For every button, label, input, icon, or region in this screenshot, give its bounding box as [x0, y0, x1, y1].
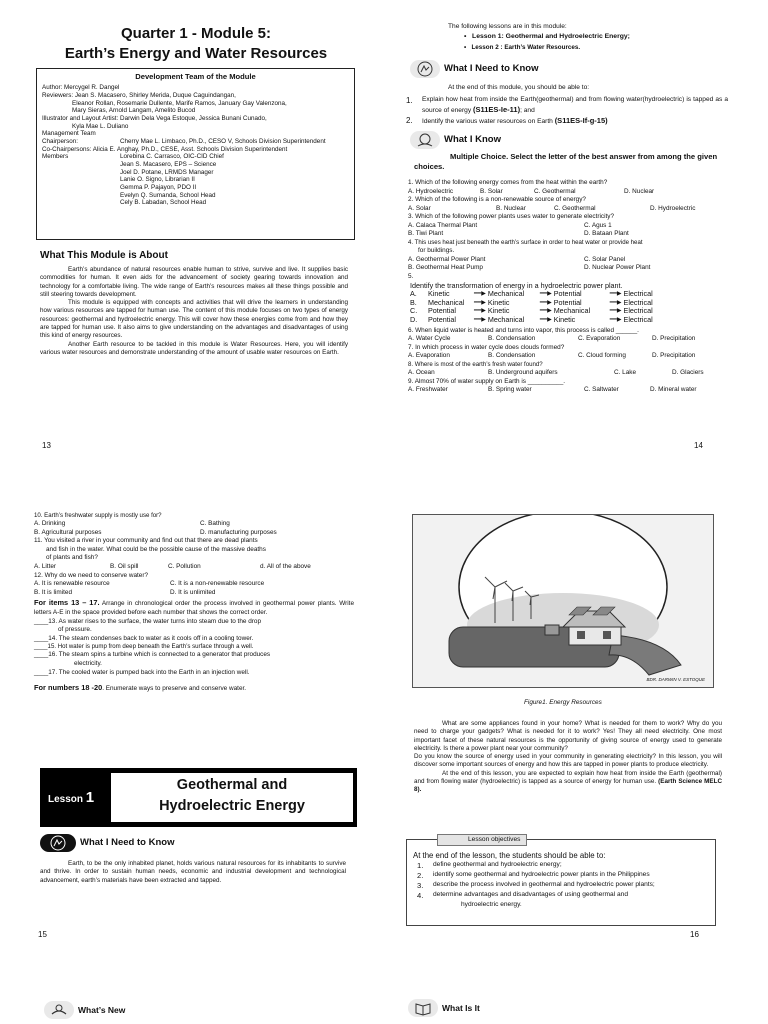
team-author: Author: Mercygel R. Dangel	[42, 84, 120, 92]
team-illustrator-cont: Kyla Mae L. Duliano	[72, 122, 129, 130]
figure-caption: Figure1. Energy Resources	[524, 699, 602, 706]
lesson-title: Geothermal and Hydroelectric Energy	[111, 773, 353, 822]
hand-pointing-icon	[410, 60, 440, 78]
whats-new-header: What’s New	[44, 1001, 125, 1019]
objectives-intro: At the end of the lesson, the students should be able to:	[413, 851, 606, 860]
energy-transformation-block	[408, 282, 738, 325]
what-i-know-header: What I Know	[410, 131, 501, 149]
team-member: Jean S. Macasero, EPS – Science	[120, 160, 217, 168]
lesson-list-item: • Lesson 2 : Earth’s Water Resources.	[464, 44, 581, 51]
option-letter: B.	[410, 297, 417, 307]
team-member: Lorebina C. Carrasco, OIC-CID Chief	[120, 153, 224, 161]
team-management: Management Team	[42, 130, 96, 138]
question: 5.	[408, 272, 414, 280]
intro-paragraph: Do you know the source of energy used in your community in generating electricity? In this lesson, you will discover some important sources of energy and how this are tapped in power plants to produce electricity.	[414, 753, 722, 769]
answer-options: A. Geothermal Power Plant C. Solar Panel	[408, 255, 626, 263]
transformation-options	[410, 290, 738, 325]
need-to-know-header: What I Need to Know	[410, 60, 538, 78]
page-14	[384, 0, 768, 512]
question: 7. In which process in water cycle does clouds formed?	[408, 343, 565, 351]
objective-text: describe the process involved in geothermal and hydroelectric power plants;	[433, 880, 655, 888]
answer-options: A. Ocean B. Underground aquifers C. Lake D. Glaciers	[408, 369, 704, 377]
page-number: 14	[694, 441, 703, 450]
chair-value: Cherry Mae L. Limbaco, Ph.D., CESO V, Schools Division Superintendent	[120, 137, 326, 145]
energy-type: Kinetic	[487, 297, 510, 307]
answer-options: B. Agricultural purposes D. manufacturing purposes	[34, 528, 277, 536]
arrow-right-icon: ━━▶	[474, 299, 486, 306]
answer-options: A. Freshwater B. Spring water C. Saltwater D. Mineral water	[408, 386, 697, 394]
answer-options: A. Hydroelectric B. Solar C. Geothermal D. Nuclear	[408, 187, 655, 195]
energy-type: Potential	[428, 315, 456, 325]
objective-text: identify some geothermal and hydroelectric power plants in the Philippines	[433, 870, 650, 878]
answer-options: A. Drinking C. Bathing	[34, 520, 230, 528]
intro-paragraph: What are some appliances found in your home? What is needed for them to work? Why do you need to charge your gadgets? What is needed for it to work? Yes! They all need electricity. One most important facet of these natural resources is the opportunity of giving source of energy used to generate electricity. Is there a power plant near your community?	[414, 720, 722, 752]
objective-item	[413, 871, 709, 881]
objective-item	[413, 861, 709, 871]
energy-type: Kinetic	[553, 315, 576, 325]
energy-type: Potential	[553, 289, 582, 299]
lesson-objectives-box	[406, 836, 716, 926]
page-number: 16	[690, 930, 699, 939]
objective-item	[413, 881, 709, 891]
question-cont: of plants and fish?	[46, 554, 98, 562]
arrow-right-icon: ━━▶	[474, 290, 486, 297]
arrow-right-icon: ━━▶	[539, 308, 552, 315]
energy-type: Kinetic	[487, 306, 510, 316]
lesson-label: Lesson 1	[48, 789, 95, 806]
chair-label: Chairperson:	[42, 137, 79, 145]
page-16	[384, 512, 768, 1024]
arrow-right-icon: ━━▶	[474, 308, 486, 315]
about-body	[40, 266, 348, 357]
question: 9. Almost 70% of water supply on Earth is __________.	[408, 377, 566, 385]
arrow-right-icon: ━━▶	[609, 308, 622, 315]
answer-options: A. Calaca Thermal Plant C. Agus 1	[408, 221, 612, 229]
what-i-know-instructions: Multiple Choice. Select the letter of the best answer from among the given choices.	[414, 152, 718, 171]
objective-item	[413, 891, 709, 901]
energy-type: Mechanical	[553, 306, 591, 316]
objective-number: 4.	[417, 890, 424, 900]
team-heading: Development Team of the Module	[135, 72, 256, 81]
team-cochair: Co-Chairpersons: Alicia E. Anghay, Ph.D., CESE, Asst. Schools Division Superintendent	[42, 145, 288, 153]
need-paragraph: Earth, to be the only inhabited planet, holds various natural resources for its inhabitants to survive and thrive. In order to sustain human needs, economic and industrial development and technological advancement, earth’s materials have been extracted and tapped.	[40, 860, 346, 884]
energy-type: Mechanical	[487, 315, 525, 325]
arrow-right-icon: ━━▶	[609, 299, 622, 306]
answer-options: B. Tiwi Plant D. Bataan Plant	[408, 230, 629, 238]
objective-number: 3.	[417, 880, 424, 890]
objectives-list	[413, 861, 709, 900]
option-letter: C.	[410, 306, 418, 316]
about-paragraph: This module is equipped with concepts and activities that will drive the learners in understanding how various resources are tapped for human use. The content of this module focuses on two types of energy resources: geothermal and hydroelectric energy. This will cover how these energies come from and how they are tapped for human use. It also aims to give understanding on the advantages and disadvantages of using this kind of energy resources.	[40, 299, 348, 340]
energy-resources-illustration	[412, 514, 714, 688]
question: 3. Which of the following power plants uses water to generate electricity?	[408, 213, 615, 221]
energy-type: Electrical	[623, 315, 653, 325]
question: 11. You visited a river in your community and find out that there are dead plants	[34, 537, 258, 545]
about-paragraph: Earth’s abundance of natural resources enable human to strive, survive and live. It supplies basic commodities for human. It even aids for the advancement of society gearing towards innovation and technology for a comfortable living. The wide range of Earth’s resources makes all these things possible and still steering towards development.	[40, 266, 348, 298]
quiz-questions-cont	[34, 512, 354, 694]
objectives-tab: Lesson objectives	[437, 834, 527, 846]
question: 4. This uses heat just beneath the earth’s surface in order to heat water or provide heat	[408, 239, 643, 247]
answer-options: B. Geothermal Heat Pump D. Nuclear Power Plant	[408, 264, 651, 272]
figure-credit: BDR. DARWIN V. ESTOQUE	[646, 677, 705, 683]
question: 6. When liquid water is heated and turns into vapor, this process is called ______.	[408, 326, 639, 334]
objective-item-cont: hydroelectric energy.	[461, 900, 522, 908]
question: 1. Which of the following energy comes from the heat within the earth?	[408, 179, 608, 186]
team-reviewers-cont: Mary Sieras, Arnold Langam, Amelito Bucod	[72, 107, 196, 115]
energy-type: Electrical	[623, 289, 653, 299]
energy-type: Electrical	[623, 297, 653, 307]
enumerate-instruction: For numbers 18 -20. Enumerate ways to preserve and conserve water.	[34, 683, 247, 693]
intro-body	[414, 720, 722, 795]
about-heading: What This Module is About	[40, 250, 168, 261]
answer-options: A. Evaporation B. Condensation C. Cloud forming D. Precipitation	[408, 352, 696, 360]
answer-options: B. It is limited D. It is unlimited	[34, 588, 216, 596]
lesson-banner	[40, 768, 357, 827]
objective-list: 1. Explain how heat from inside the Earth(geothermal) and from flowing water(hydroelectric) is tapped as a source of energy (S11ES-Ie-11); and 2. Identify the various water resources on Earth (S11ES-If-g-15)	[406, 96, 728, 125]
sequence-item-cont: electricity.	[74, 659, 102, 667]
option-letter: A.	[410, 289, 417, 299]
question: 10. Earth’s freshwater supply is mostly use for?	[34, 512, 162, 519]
energy-type: Electrical	[623, 306, 653, 316]
quiz-questions	[408, 179, 738, 395]
hand-holding-icon	[44, 1001, 74, 1019]
items-instruction: For items 13 – 17. Arrange in chronological order the process involved in geothermal power plants. Write letters A-E in the space provided before each number that shows the correct order.	[34, 598, 355, 616]
module-title: Quarter 1 - Module 5: Earth’s Energy and Water Resources	[64, 25, 328, 63]
arrow-right-icon: ━━▶	[474, 316, 486, 323]
objective-number: 1.	[417, 861, 424, 871]
arrow-right-icon: ━━▶	[609, 316, 622, 323]
sequence-item: ____17. The cooled water is pumped back into the Earth in an injection well.	[34, 668, 250, 676]
energy-type: Mechanical	[428, 297, 465, 307]
answer-options: A. Solar B. Nuclear C. Geothermal D. Hydroelectric	[408, 204, 696, 212]
arrow-right-icon: ━━▶	[539, 299, 552, 306]
what-is-it-header: What Is It	[408, 999, 480, 1017]
team-member: Joel D. Potane, LRMDS Manager	[120, 168, 214, 176]
page-13	[0, 0, 384, 512]
sequence-item: ____16. The steam spins a turbine which is connected to a generator that produces	[34, 651, 271, 659]
question: 12. Why do we need to conserve water?	[34, 571, 149, 579]
hand-pointing-icon	[40, 834, 76, 852]
question-cont: for buildings.	[418, 247, 455, 255]
team-member: Lanie O. Signo, Librarian II	[120, 176, 195, 184]
energy-type: Potential	[428, 306, 456, 316]
answer-options: A. It is renewable resource C. It is a non-renewable resource	[34, 580, 265, 588]
sequence-item: ____13. As water rises to the surface, the water turns into steam due to the drop	[34, 617, 261, 625]
answer-options: A. Litter B. Oil spill C. Pollution d. All of the above	[34, 563, 311, 571]
question: 8. Where is most of the earth’s fresh water found?	[408, 361, 543, 369]
transformation-option	[410, 316, 738, 325]
team-illustrator: Illustrator and Layout Artist: Darwin Dela Vega Estoque, Jessica Bunani Cunado,	[42, 114, 267, 122]
about-paragraph: Another Earth resource to be tackled in this module is Water Resources. Here, you will identify various water resources and demonstrate understanding of the amount of usable water resources on Earth.	[40, 340, 348, 356]
book-icon	[408, 999, 438, 1017]
question-cont: and fish in the water. What could be the possible cause of the massive deaths	[46, 545, 266, 553]
arrow-right-icon: ━━▶	[609, 290, 622, 297]
need-intro: At the end of this module, you should be able to:	[448, 84, 590, 91]
intro-paragraph: At the end of this lesson, you are expected to explain how heat from inside the Earth (geothermal) and from flowing water (hydroelectric) is tapped as a source of energy for human use. (Earth Science MELC 8).	[414, 769, 723, 794]
option-letter: D.	[410, 315, 418, 325]
objective-number: 2.	[417, 870, 424, 880]
team-reviewers: Reviewers: Jean S. Macasero, Shirley Merida, Duque Caguindangan,	[42, 91, 236, 99]
energy-type: Potential	[553, 297, 582, 307]
energy-type: Mechanical	[487, 289, 525, 299]
hand-holding-icon	[410, 131, 440, 149]
team-member: Evelyn Q. Sumanda, School Head	[120, 191, 216, 199]
sequence-item-cont: of pressure.	[58, 626, 92, 634]
sequence-item: ____14. The steam condenses back to water as it cools off in a cooling tower.	[34, 634, 254, 642]
lesson-list-item: • Lesson 1: Geothermal and Hydroelectric Energy;	[464, 33, 630, 40]
page-number: 15	[38, 930, 47, 939]
question: 2. Which of the following is a non-renewable source of energy?	[408, 196, 586, 204]
page-15	[0, 512, 384, 1024]
team-member: Gemma P. Pajayon, PDO II	[120, 183, 197, 191]
members-label: Members	[42, 153, 69, 161]
arrow-right-icon: ━━▶	[539, 316, 552, 323]
answer-options: A. Water Cycle B. Condensation C. Evaporation D. Precipitation	[408, 335, 696, 343]
objective-text: define geothermal and hydroelectric energy;	[433, 861, 562, 869]
lessons-intro: The following lessons are in this module:	[448, 23, 567, 30]
team-member: Cely B. Labadan, School Head	[120, 199, 207, 207]
page-number: 13	[42, 441, 51, 450]
objective-text: determine advantages and disadvantages of using geothermal and	[433, 890, 629, 898]
team-reviewers-cont: Eleanor Rollan, Rosemarie Dullente, Marife Ramos, January Gay Valenzona,	[72, 99, 287, 107]
development-team-box	[36, 68, 355, 240]
energy-type: Kinetic	[428, 289, 450, 299]
sequence-item: ____15. Hot water is pump from deep beneath the Earth’s surface through a well.	[34, 643, 254, 651]
question: Identify the transformation of energy in a hydroelectric power plant.	[410, 280, 623, 290]
need-to-know-header: What I Need to Know	[40, 834, 174, 852]
arrow-right-icon: ━━▶	[539, 290, 552, 297]
